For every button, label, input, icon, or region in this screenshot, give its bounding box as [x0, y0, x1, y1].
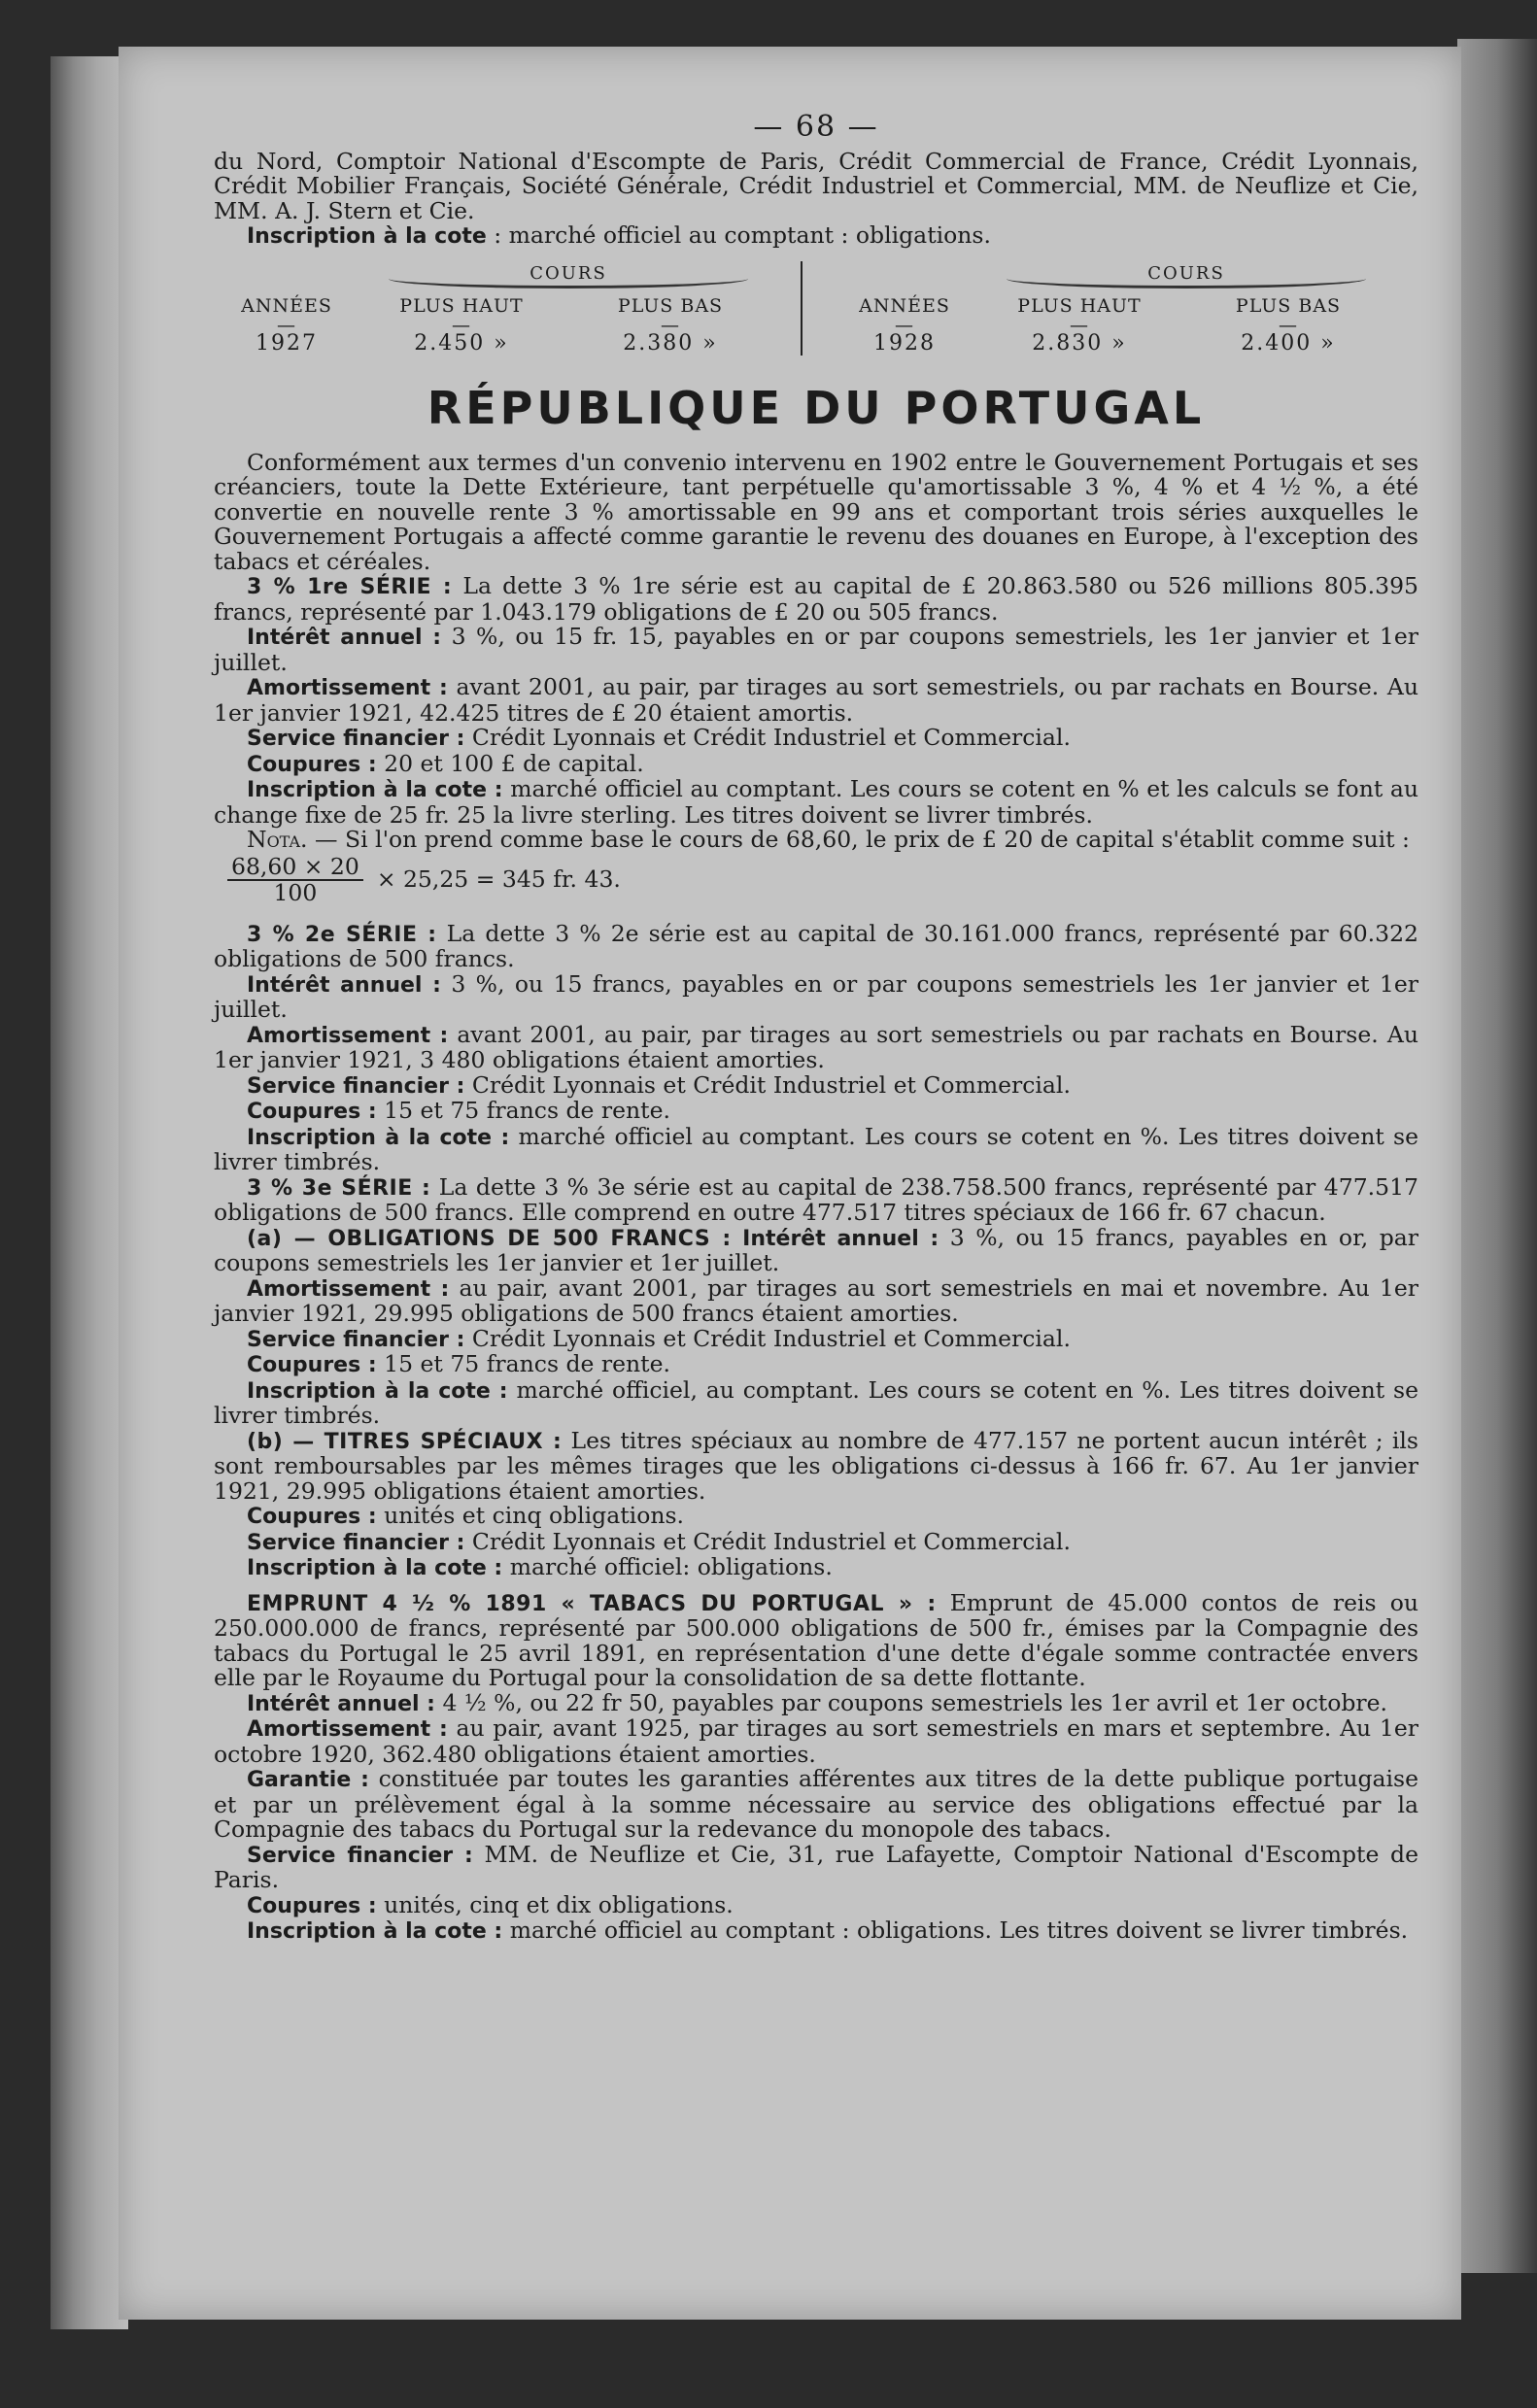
service-text: Crédit Lyonnais et Crédit Industriel et Commercial. — [471, 724, 1071, 751]
col-plus-bas: PLUS BAS — [1235, 295, 1342, 317]
serie1-text: La dette 3 % 1re série est au capital de £ 20.863.580 ou 526 millions 805.395 francs, représenté par 1.043.179 obligations de £ 20 ou 505 francs. — [214, 572, 1418, 626]
serie2-paragraph — [214, 919, 1418, 972]
col-plus-haut: PLUS HAUT — [1017, 295, 1142, 317]
service-label: Service financier : — [247, 1073, 465, 1099]
interet-label: Intérêt annuel : — [247, 1691, 435, 1716]
serie2-text: La dette 3 % 2e série est au capital de 30.161.000 francs, représenté par 60.322 obligations de 500 francs. — [214, 919, 1418, 972]
oblig500-amortissement — [214, 1273, 1418, 1327]
emprunt-inscription — [214, 1918, 1418, 1945]
emprunt-garantie — [214, 1767, 1418, 1843]
plus-bas-value: 2.400 » — [1241, 330, 1336, 356]
coupures-text: 20 et 100 £ de capital. — [384, 749, 644, 777]
dash: — — [1070, 314, 1089, 336]
emprunt-paragraph — [214, 1588, 1418, 1691]
serie1-paragraph — [214, 574, 1418, 625]
titres-coupures — [214, 1504, 1418, 1530]
dash: — — [661, 314, 680, 336]
coupures-label: Coupures : — [247, 1100, 377, 1124]
garantie-label: Garantie : — [247, 1768, 369, 1792]
formula-result: × 25,25 = 345 fr. 43. — [376, 865, 621, 894]
dash: — — [277, 314, 296, 336]
book-edge-left — [51, 56, 128, 2329]
interet-label: Intérêt annuel : — [742, 1226, 939, 1251]
serie3-label: 3 % 3e SÉRIE : — [247, 1175, 431, 1201]
serie1-service — [214, 726, 1418, 752]
amort-text: au pair, avant 1925, par tirages au sort semestriels en mars et septembre. Au 1er octobre 1920, 362.480 obligations étaient amorties. — [214, 1714, 1418, 1768]
inscription-label: Inscription à la cote : — [247, 778, 503, 802]
service-text: Crédit Lyonnais et Crédit Industriel et Commercial. — [471, 1324, 1071, 1352]
col-plus-haut: PLUS HAUT — [399, 295, 524, 317]
titres-service — [214, 1527, 1418, 1556]
oblig500-paragraph — [214, 1223, 1418, 1276]
formula-numerator: 68,60 × 20 — [227, 855, 363, 882]
plus-bas-value: 2.380 » — [623, 330, 718, 356]
service-label: Service financier : — [247, 1530, 465, 1555]
inscription-text: marché officiel au comptant. Les cours se cotent en %. Les titres doivent se livrer timbrés. — [214, 1122, 1418, 1175]
service-text: MM. de Neuflize et Cie, 31, rue Lafayette, Comptoir National d'Escompte de Paris. — [214, 1840, 1419, 1893]
emprunt-interet — [214, 1688, 1418, 1717]
serie1-coupures — [214, 749, 1418, 778]
intro-inscription-label: Inscription à la cote — [247, 224, 487, 249]
interet-text: 4 ½ %, ou 22 fr 50, payables par coupons semestriels les 1er avril et 1er octobre. — [442, 1688, 1388, 1716]
serie1-inscription — [214, 777, 1418, 828]
serie2-interet — [214, 969, 1418, 1023]
serie2-service — [214, 1070, 1418, 1100]
col-plus-bas: PLUS BAS — [617, 295, 724, 317]
emprunt-label: EMPRUNT 4 ½ % 1891 « TABACS DU PORTUGAL » : — [247, 1591, 937, 1616]
oblig500-service — [214, 1324, 1418, 1353]
nota-text: — Si l'on prend comme base le cours de 68,60, le prix de £ 20 de capital s'établit comme suit : — [315, 826, 1410, 853]
serie2-amortissement — [214, 1020, 1418, 1073]
oblig500-label: (a) — OBLIGATIONS DE 500 FRANCS : — [247, 1226, 732, 1251]
interet-text: 3 %, ou 15 fr. 15, payables en or par coupons semestriels, les 1er janvier et 1er juillet. — [214, 623, 1418, 676]
dash: — — [895, 314, 914, 336]
coupures-label: Coupures : — [247, 1353, 377, 1377]
interet-label: Intérêt annuel : — [247, 626, 442, 650]
dash: — — [1279, 314, 1298, 336]
intro-inscription-text: : marché officiel au comptant : obligations. — [494, 221, 991, 249]
conformement-paragraph: Conformément aux termes d'un convenio intervenu en 1902 entre le Gouvernement Portugais et ses créanciers, toute la Dette Extérieure, tant perpétuelle qu'amortissable 3 %, 4 % et 4 ½ %, a été convertie en nouvelle rente 3 % amortissable en 99 ans et comportant trois séries auxquelles le Gouvernement Portugais a affecté comme garantie le revenu des douanes en Europe, à l'exception des tabacs et céréales. — [214, 448, 1418, 575]
titres-label: (b) — TITRES SPÉCIAUX : — [247, 1429, 563, 1454]
book-edge-right — [1457, 39, 1537, 2273]
serie2-label: 3 % 2e SÉRIE : — [247, 922, 437, 947]
page-number: — 68 — — [753, 110, 879, 144]
col-annees: ANNÉES — [241, 295, 332, 317]
serie2-coupures — [214, 1099, 1418, 1125]
coupures-text: unités, cinq et dix obligations. — [384, 1890, 734, 1918]
dash: — — [452, 314, 471, 336]
inscription-label: Inscription à la cote : — [247, 1919, 503, 1944]
oblig500-inscription — [214, 1375, 1418, 1429]
titres-inscription — [214, 1555, 1418, 1581]
service-label: Service financier : — [247, 1327, 465, 1352]
emprunt-coupures — [214, 1890, 1418, 1919]
serie3-text: La dette 3 % 3e série est au capital de 238.758.500 francs, représenté par 477.517 obligations de 500 francs. Elle comprend en outre 477.517 titres spéciaux de 166 fr. 67 chacun. — [214, 1172, 1418, 1226]
titres-paragraph — [214, 1426, 1418, 1505]
interet-text: 3 %, ou 15 francs, payables en or, par coupons semestriels les 1er janvier et 1er juillet. — [214, 1223, 1418, 1276]
inscription-label: Inscription à la cote : — [247, 1556, 503, 1580]
cours-table-left — [214, 261, 801, 356]
cours-header: COURS — [1007, 261, 1366, 289]
serie3-paragraph — [214, 1172, 1418, 1226]
amort-text: avant 2001, au pair, par tirages au sort semestriels, ou par rachats en Bourse. Au 1er janvier 1921, 42.425 titres de £ 20 étaient amortis. — [214, 673, 1418, 727]
garantie-text: constituée par toutes les garanties afférentes aux titres de la dette publique portugaise et par un prélèvement égal à la somme nécessaire au service des obligations effectué par la Compagnie des tabacs du Portugal sur la redevance du monopole des tabacs. — [214, 1765, 1418, 1843]
coupures-text: unités et cinq obligations. — [384, 1502, 685, 1529]
serie2-inscription — [214, 1122, 1418, 1175]
formula-fraction — [227, 852, 363, 906]
amort-text: avant 2001, au pair, par tirages au sort semestriels ou par rachats en Bourse. Au 1er janvier 1921, 3 480 obligations étaient amorties. — [214, 1020, 1418, 1073]
interet-text: 3 %, ou 15 francs, payables en or par coupons semestriels les 1er janvier et 1er juillet. — [214, 969, 1418, 1023]
cours-header: COURS — [389, 261, 748, 289]
coupures-text: 15 et 75 francs de rente. — [384, 1097, 670, 1124]
inscription-text: marché officiel au comptant : obligations. Les titres doivent se livrer timbrés. — [509, 1916, 1409, 1944]
oblig500-coupures — [214, 1352, 1418, 1378]
annee-value: 1928 — [873, 330, 936, 356]
coupures-text: 15 et 75 francs de rente. — [384, 1350, 670, 1377]
annee-value: 1927 — [256, 330, 318, 356]
emprunt-service — [214, 1840, 1419, 1893]
cours-table-right — [801, 261, 1418, 356]
coupures-label: Coupures : — [247, 752, 377, 777]
service-label: Service financier : — [247, 727, 465, 751]
coupures-label: Coupures : — [247, 1893, 377, 1918]
serie1-interet — [214, 625, 1418, 675]
emprunt-amortissement — [214, 1716, 1418, 1767]
emprunt-text: Emprunt de 45.000 contos de reis ou 250.000.000 de francs, représenté par 500.000 obligations de 500 fr., émises par la Compagnie des tabacs du Portugal le 25 avril 1891, en représentation d'une dette d'égale somme contractée envers elle par le Royaume du Portugal pour la consolidation de sa dette flottante. — [214, 1588, 1418, 1691]
page-content — [214, 110, 1419, 1945]
intro-inscription — [214, 223, 1418, 250]
intro-paragraph: du Nord, Comptoir National d'Escompte de Paris, Crédit Commercial de France, Crédit Lyonnais, Crédit Mobilier Français, Société Générale, Crédit Industriel et Commercial, MM. de Neuflize et Cie, MM. A. J. Stern et Cie. — [214, 147, 1418, 224]
amort-text: au pair, avant 2001, par tirages au sort semestriels en mai et novembre. Au 1er janvier 1921, 29.995 obligations de 500 francs étaient amorties. — [214, 1273, 1418, 1327]
inscription-label: Inscription à la cote : — [247, 1125, 510, 1150]
serie1-amortissement — [214, 675, 1418, 726]
inscription-label: Inscription à la cote : — [247, 1378, 508, 1404]
amort-label: Amortissement : — [247, 1023, 449, 1048]
interet-label: Intérêt annuel : — [247, 972, 441, 998]
amort-label: Amortissement : — [247, 1276, 450, 1302]
serie1-label: 3 % 1re SÉRIE : — [247, 575, 453, 599]
titres-text: Les titres spéciaux au nombre de 477.157 ne portent aucun intérêt ; ils sont remboursables par les mêmes tirages que les obligations ci-dessus à 166 fr. 67. Au 1er janvier 1921, 29.995 obligations étaient amorties. — [214, 1426, 1418, 1505]
service-label: Service financier : — [247, 1843, 473, 1868]
plus-haut-value: 2.830 » — [1032, 330, 1127, 356]
price-formula — [214, 852, 1418, 906]
service-text: Crédit Lyonnais et Crédit Industriel et Commercial. — [471, 1070, 1071, 1099]
amort-label: Amortissement : — [247, 1717, 448, 1742]
plus-haut-value: 2.450 » — [414, 330, 509, 356]
service-text: Crédit Lyonnais et Crédit Industriel et Commercial. — [471, 1527, 1071, 1555]
inscription-text: marché officiel au comptant. Les cours se cotent en % et les calculs se font au change fixe de 25 fr. 25 la livre sterling. Les titres doivent se livrer timbrés. — [214, 775, 1418, 829]
nota-label: Nota. — [247, 826, 308, 853]
cours-table — [214, 261, 1418, 356]
section-title: RÉPUBLIQUE DU PORTUGAL — [427, 382, 1206, 434]
col-annees: ANNÉES — [859, 295, 950, 317]
inscription-text: marché officiel: obligations. — [509, 1553, 833, 1580]
amort-label: Amortissement : — [247, 676, 448, 700]
inscription-text: marché officiel, au comptant. Les cours se cotent en %. Les titres doivent se livrer timbrés. — [214, 1375, 1418, 1429]
coupures-label: Coupures : — [247, 1505, 377, 1529]
serie1-nota — [214, 828, 1418, 853]
formula-denominator: 100 — [273, 879, 318, 906]
